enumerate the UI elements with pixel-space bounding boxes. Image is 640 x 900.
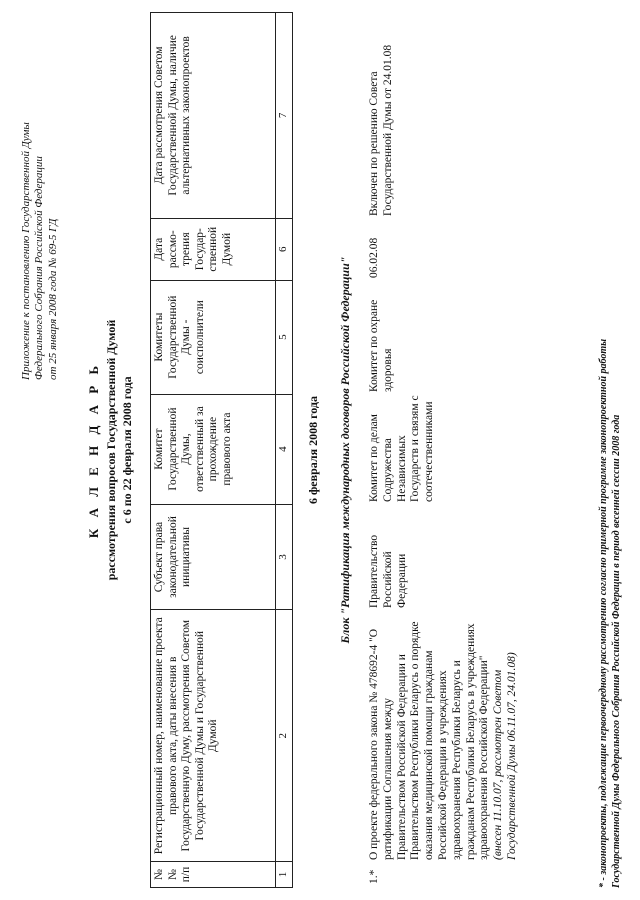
header-duma-date: Дата рассмо-трения Государ-ственной Думой	[151, 218, 276, 280]
entry-council-decision: Включен по решению Совета Государственной Думы от 24.01.08	[368, 44, 394, 216]
header-title: Регистрационный номер, наименование проекта правового акта, даты внесения в Государственную Думу, рассмотрения Советом Государственной Думы и Государственной Думой	[151, 610, 276, 862]
table-header-row	[151, 13, 276, 888]
entry-title: О проекте федерального закона № 478692-4 "О ратификации Соглашения между Правительством Российской Федерации и Правительством Республики Беларусь о порядке оказания медицинской помощи гражданам Российской Федерации в учреждениях здравоохранения Республики Беларусь и гражданам Республики Беларусь в учреждениях здравоохранения Российской Федерации"	[368, 621, 491, 860]
col-number: 5	[276, 280, 293, 394]
entry-title-cell	[368, 616, 520, 860]
header-council-date: Дата рассмотрения Советом Государственной Думы, наличие альтернативных законопроектов	[151, 13, 276, 219]
entry-number: 1.*	[368, 869, 380, 884]
col-number: 7	[276, 13, 293, 219]
appendix-note	[20, 20, 60, 380]
entry-duma-date: 06.02.08	[368, 237, 380, 278]
header-co-executors: Комитеты Государственной Думы - соисполнители	[151, 280, 276, 394]
col-number: 6	[276, 218, 293, 280]
document-title: К А Л Е Н Д А Р Ь	[86, 361, 101, 539]
date-heading: 6 февраля 2008 года	[306, 396, 320, 504]
header-responsible-committee: Комитет Государственной Думы, ответственный за прохождение правового акта	[151, 394, 276, 504]
header-number: №№ п/п	[151, 862, 276, 888]
entry-note: (внесен 11.10.07, рассмотрен Советом Государственной Думы 06.11.07, 24.01.08)	[492, 652, 518, 860]
document-period: с 6 по 22 февраля 2008 года	[120, 376, 134, 524]
col-number: 3	[276, 504, 293, 610]
footnote-line-2: Государственной Думы Федерального Собрания Российской Федерации в период весенней сессии 2008 года	[610, 414, 622, 888]
appendix-line-2: Федерального Собрания Российской Федерации	[33, 156, 46, 380]
table-number-row	[276, 13, 293, 888]
appendix-line-1: Приложение к постановлению Государственной Думы	[20, 122, 32, 380]
entry-co-executors: Комитет по охране здоровья	[368, 299, 394, 392]
col-number: 1	[276, 862, 293, 888]
block-heading: Блок "Ратификация международных договоров Российской Федерации"	[338, 256, 352, 644]
footnote	[598, 8, 623, 888]
footnote-line-1: * - законопроекты, подлежащие первоочередному рассмотрению согласно примерной программе законопроектной работы	[598, 338, 609, 888]
entry-subject: Правительство Российской Федерации	[368, 534, 408, 608]
document-subtitle: рассмотрения вопросов Государственной Думой	[104, 319, 118, 581]
entry-responsible-committee: Комитет по делам Содружества Независимых Государств и связям с соотечественниками	[368, 395, 436, 502]
col-number: 2	[276, 610, 293, 862]
appendix-line-3: от 25 января 2008 года № 69-5 ГД	[46, 218, 59, 380]
col-number: 4	[276, 394, 293, 504]
header-subject: Субъект права законодательной инициативы	[151, 504, 276, 610]
calendar-table	[150, 12, 293, 888]
